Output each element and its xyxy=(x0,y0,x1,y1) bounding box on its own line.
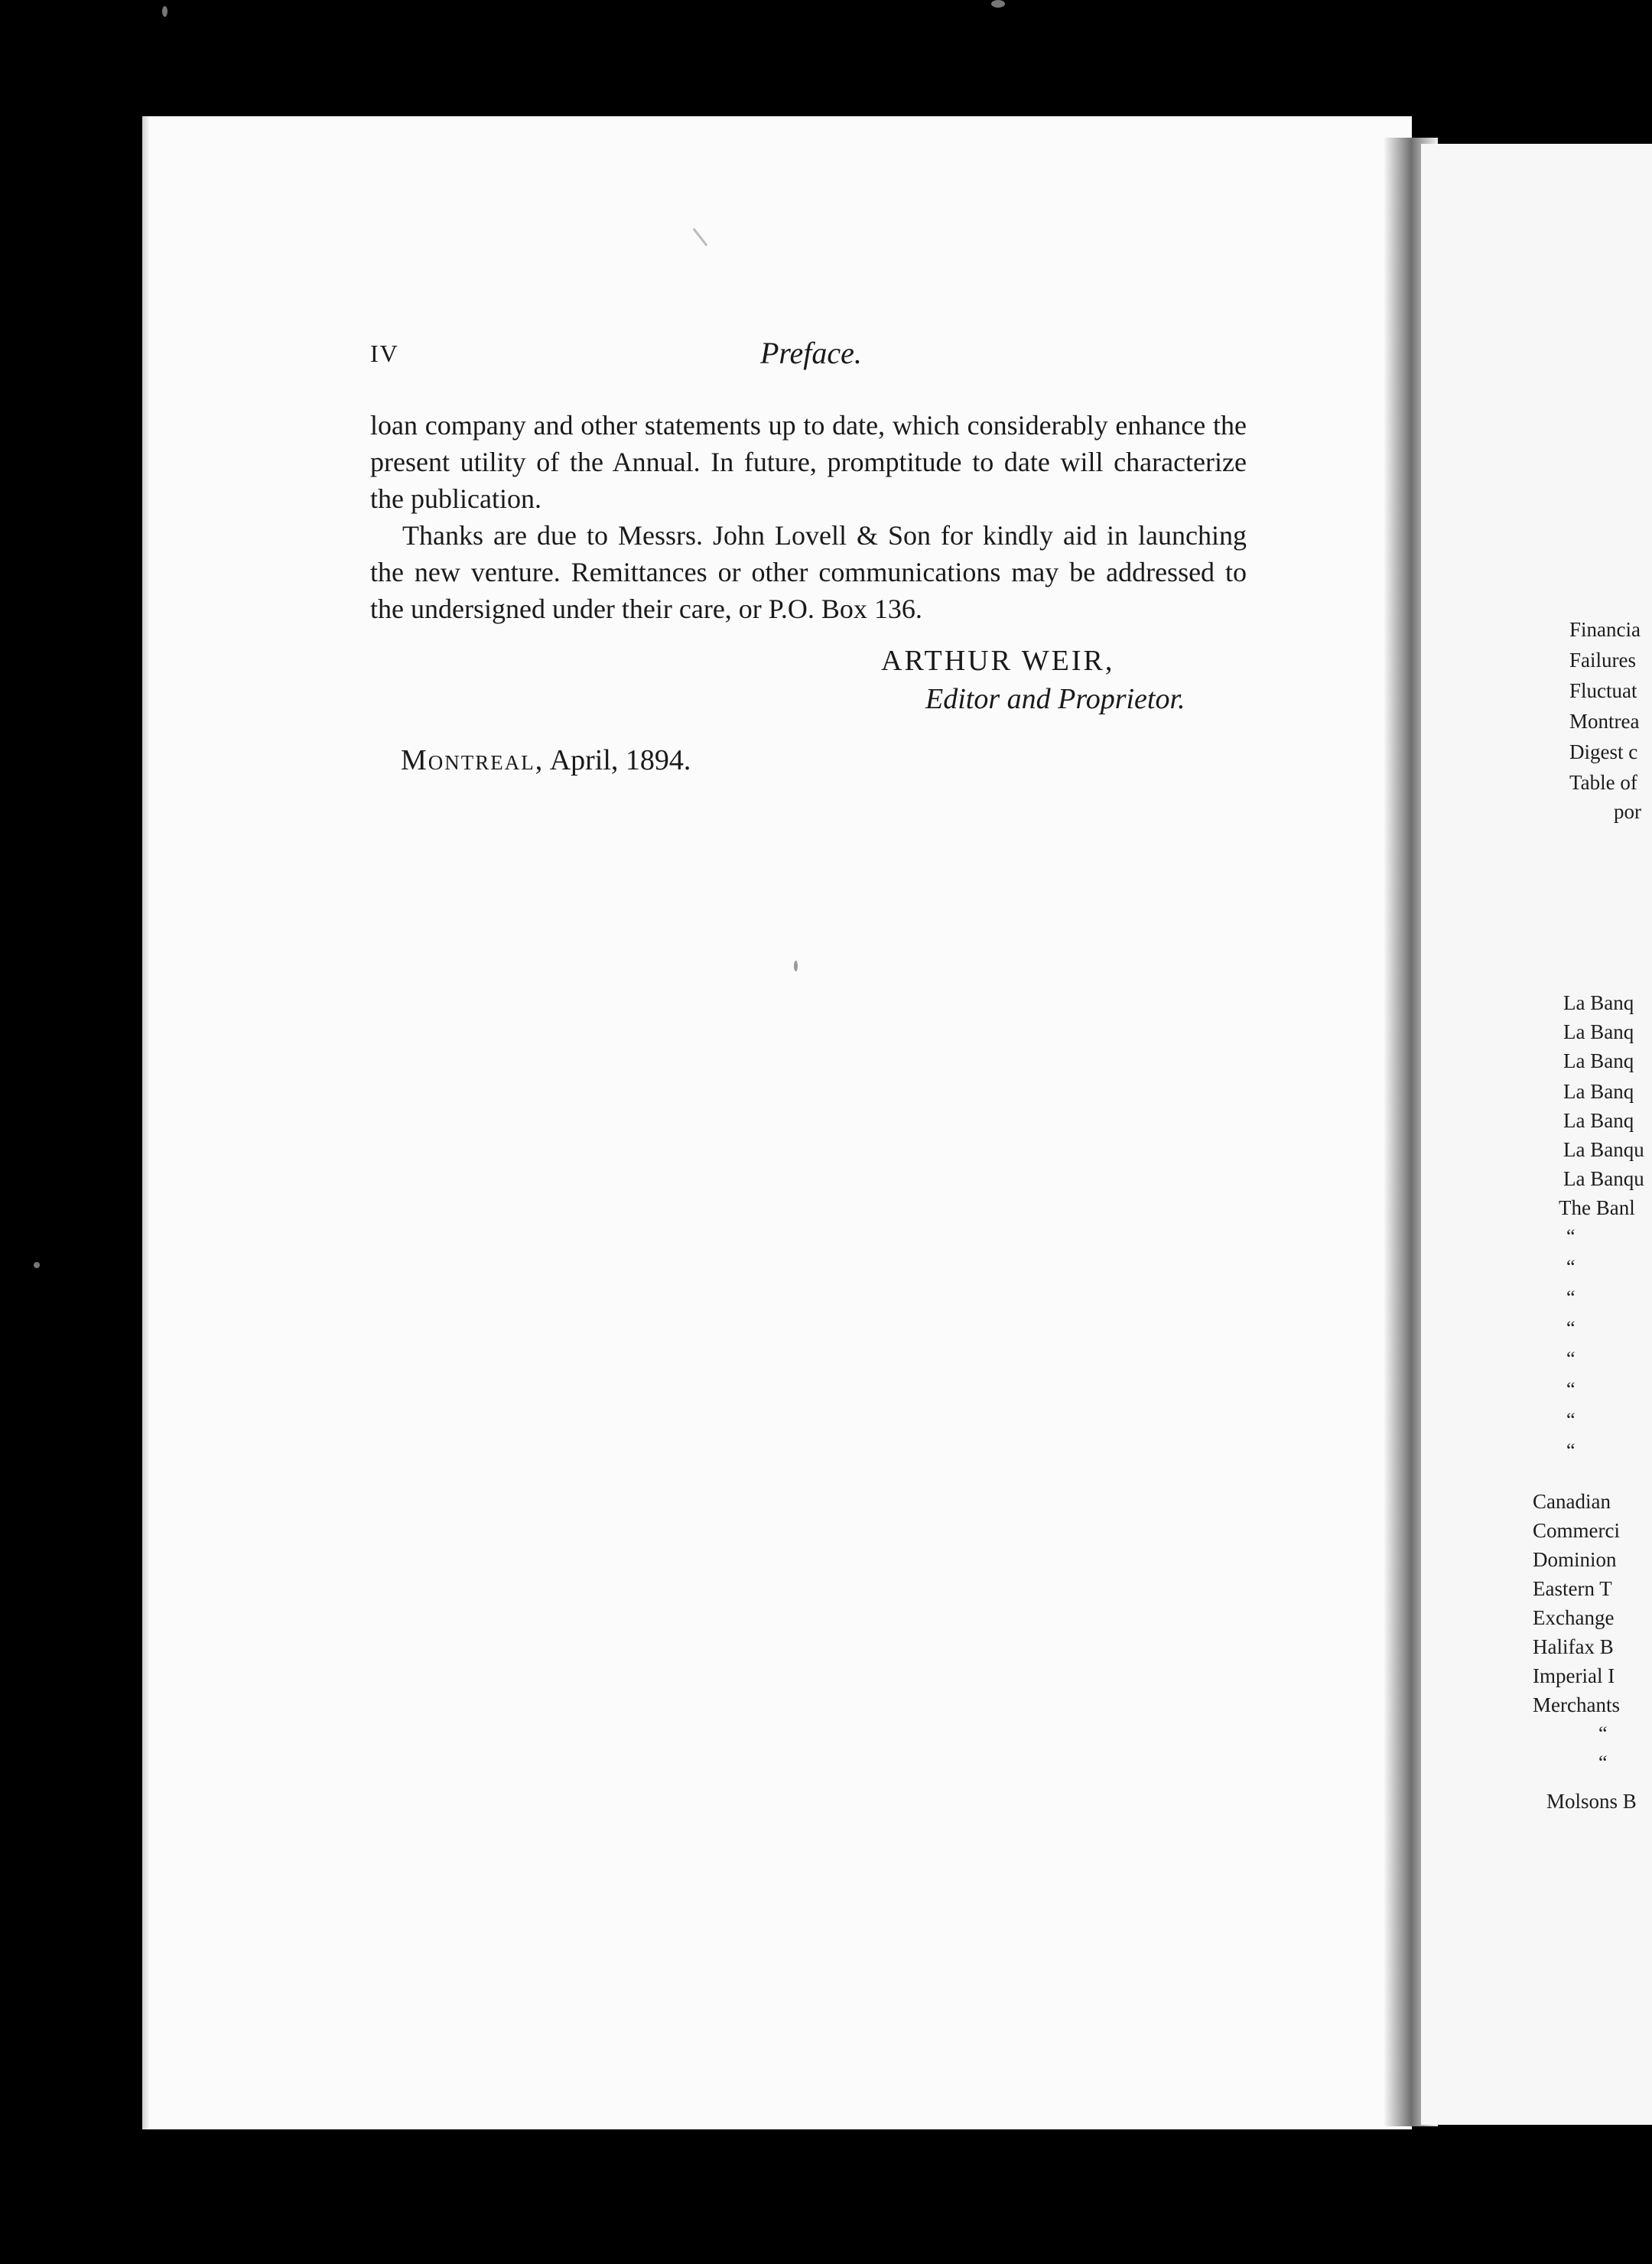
toc-entry: por xyxy=(1614,800,1641,823)
page-header xyxy=(370,336,1242,385)
paragraph: loan company and other statements up to date, which considerably enhance the present utility of the Annual. In future, promptitude to date will characterize the publication. xyxy=(370,410,1247,514)
scan-speck xyxy=(991,0,1005,8)
toc-entry: La Banq xyxy=(1563,1020,1634,1043)
toc-entry: La Banq xyxy=(1563,991,1634,1014)
toc-entry: Commerci xyxy=(1533,1519,1620,1542)
toc-entry: Montrea xyxy=(1569,710,1640,733)
scan-speck xyxy=(162,6,167,17)
ditto-mark: “ xyxy=(1566,1317,1576,1339)
toc-entry: Failures xyxy=(1569,649,1636,672)
signature-role: Editor and Proprietor. xyxy=(925,683,1185,715)
toc-entry: La Banqu xyxy=(1563,1167,1644,1190)
toc-entry: Merchants xyxy=(1533,1693,1620,1716)
toc-entry: La Banq xyxy=(1563,1080,1634,1103)
ditto-mark: “ xyxy=(1566,1409,1576,1431)
toc-entry: The Banl xyxy=(1559,1196,1635,1219)
toc-entry: Imperial I xyxy=(1533,1664,1615,1687)
running-title: Preface. xyxy=(760,336,862,370)
right-page xyxy=(1421,144,1652,2125)
toc-entry: Financia xyxy=(1569,618,1641,641)
toc-entry: Canadian xyxy=(1533,1490,1611,1513)
scan-speck xyxy=(34,1262,40,1268)
ditto-mark: “ xyxy=(1566,1348,1576,1370)
toc-entry: Eastern T xyxy=(1533,1577,1612,1600)
page-edge-shadow xyxy=(142,116,150,2129)
toc-entry: Exchange xyxy=(1533,1606,1615,1629)
table-of-contents-fragment xyxy=(1421,144,1652,2125)
ditto-mark: “ xyxy=(1598,1752,1608,1774)
signature-name: ARTHUR WEIR, xyxy=(881,645,1115,677)
dateline-date: April, 1894. xyxy=(549,744,691,776)
toc-entry: La Banq xyxy=(1563,1109,1634,1132)
dateline-place: Montreal, xyxy=(401,744,545,776)
ditto-mark: “ xyxy=(1566,1287,1576,1309)
ditto-mark: “ xyxy=(1566,1378,1576,1400)
toc-entry: Fluctuat xyxy=(1569,679,1637,702)
toc-entry: Dominion xyxy=(1533,1548,1617,1571)
toc-entry: Table of xyxy=(1569,771,1637,794)
toc-entry: La Banqu xyxy=(1563,1138,1644,1161)
ditto-mark: “ xyxy=(1566,1439,1576,1462)
page-number: IV xyxy=(370,340,399,367)
preface-body xyxy=(370,407,1247,627)
ditto-mark: “ xyxy=(1566,1225,1576,1247)
toc-entry: Molsons B xyxy=(1546,1790,1637,1813)
paragraph: Thanks are due to Messrs. John Lovell & Son for kindly aid in launching the new venture. Remittances or other communications may be addressed to the undersigned under their care, or P.O. Box 136. xyxy=(370,520,1247,624)
toc-entry: Halifax B xyxy=(1533,1635,1614,1658)
ditto-mark: “ xyxy=(1566,1256,1576,1278)
ditto-mark: “ xyxy=(1598,1722,1608,1745)
toc-entry: La Banq xyxy=(1563,1049,1634,1072)
scan-speck xyxy=(794,961,798,971)
toc-entry: Digest c xyxy=(1569,740,1638,763)
dateline xyxy=(401,743,691,777)
